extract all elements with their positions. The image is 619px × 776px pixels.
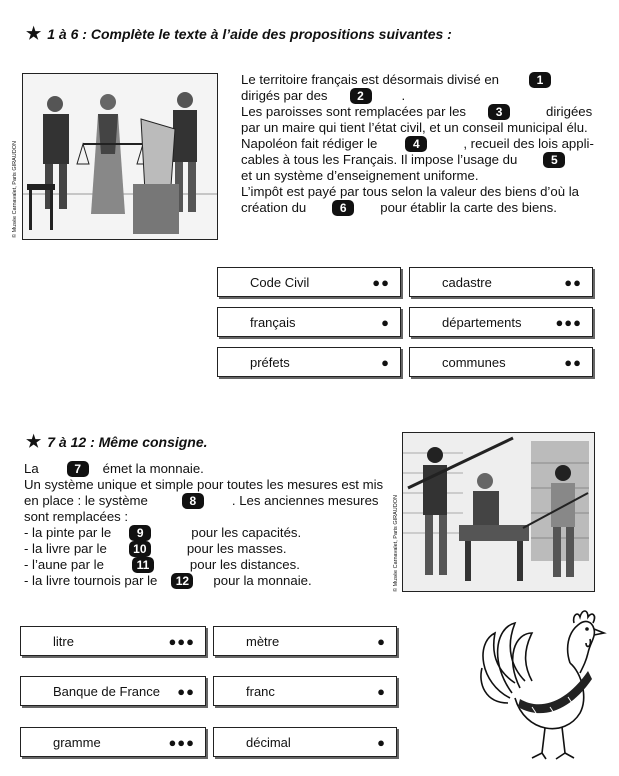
- option-label: litre: [53, 634, 74, 649]
- text-fragment: . Les anciennes mesures: [231, 493, 379, 508]
- option-label: départements: [442, 315, 522, 330]
- text-fragment: , recueil des lois appli-: [463, 136, 594, 151]
- text-line: [24, 557, 383, 573]
- option-gramme[interactable]: [20, 727, 206, 757]
- rooster-illustration: [470, 603, 610, 763]
- text-line: [241, 200, 594, 216]
- text-fragment: pour les distances.: [189, 557, 300, 572]
- illustration-revolution-scene: [22, 73, 218, 240]
- text-line: [241, 120, 594, 136]
- option-label: gramme: [53, 735, 101, 750]
- text-line: [241, 104, 594, 120]
- text-fragment: pour établir la carte des biens.: [380, 200, 557, 215]
- text-line: [241, 136, 594, 152]
- text-fragment: - la pinte par le: [24, 525, 112, 540]
- blank-badge: 8: [182, 493, 204, 509]
- text-fragment: pour la monnaie.: [213, 573, 312, 588]
- section-1-title: 1 à 6 : Complète le texte à l’aide des propositions suivantes :: [47, 26, 452, 42]
- option-banque-de-france[interactable]: [20, 676, 206, 706]
- text-fragment: Un système unique et simple pour toutes les mesures est mis: [24, 477, 384, 492]
- text-fragment: pour les masses.: [186, 541, 287, 556]
- section-2-heading: [26, 432, 208, 452]
- text-fragment: dirigés par des: [241, 88, 328, 103]
- engraving-figures-icon: [23, 74, 217, 239]
- option-label: Code Civil: [250, 275, 310, 290]
- text-fragment: L’impôt est payé par tous selon la valeur des biens d’où la: [241, 184, 579, 199]
- blank-badge: 11: [132, 557, 154, 573]
- option-label: Banque de France: [53, 684, 160, 699]
- text-line: [241, 152, 594, 168]
- blank-badge: 10: [129, 541, 151, 557]
- option-label: décimal: [246, 735, 291, 750]
- text-fragment: - la livre tournois par le: [24, 573, 158, 588]
- blank-badge: 6: [332, 200, 354, 216]
- blank-badge: 7: [67, 461, 89, 477]
- option-label: français: [250, 315, 296, 330]
- rooster-icon: [470, 603, 610, 763]
- text-fragment: pour les capacités.: [191, 525, 302, 540]
- option-label: franc: [246, 684, 275, 699]
- text-fragment: création du: [241, 200, 307, 215]
- option-departements[interactable]: [409, 307, 593, 337]
- option-litre[interactable]: [20, 626, 206, 656]
- star-icon: ★: [26, 24, 42, 43]
- dots-icon: ●: [377, 684, 386, 699]
- text-fragment: La: [24, 461, 39, 476]
- photo-credit-2: © Musée Carnavalet, Paris GIRAUDON: [393, 495, 399, 592]
- text-line: [241, 88, 594, 104]
- section-2-title: 7 à 12 : Même consigne.: [47, 434, 208, 450]
- option-francais[interactable]: [217, 307, 401, 337]
- dots-icon: ●●: [177, 684, 195, 699]
- dots-icon: ●●●: [168, 735, 195, 750]
- blank-badge: 9: [129, 525, 151, 541]
- dots-icon: ●●: [564, 275, 582, 290]
- text-line: [24, 509, 383, 525]
- engraving-workers-icon: [403, 433, 594, 591]
- text-line: [24, 541, 383, 557]
- option-label: communes: [442, 355, 506, 370]
- text-fragment: .: [401, 88, 406, 103]
- text-line: [241, 168, 594, 184]
- option-cadastre[interactable]: [409, 267, 593, 297]
- option-code-civil[interactable]: [217, 267, 401, 297]
- blank-badge: 5: [543, 152, 565, 168]
- text-fragment: dirigées: [546, 104, 593, 119]
- option-metre[interactable]: [213, 626, 397, 656]
- text-line: [24, 477, 383, 493]
- text-fragment: sont remplacées :: [24, 509, 129, 524]
- option-franc[interactable]: [213, 676, 397, 706]
- text-fragment: émet la monnaie.: [102, 461, 204, 476]
- blank-badge: 4: [405, 136, 427, 152]
- section-1-text: [241, 72, 594, 216]
- option-prefets[interactable]: [217, 347, 401, 377]
- text-line: [241, 184, 594, 200]
- text-fragment: et un système d’enseignement uniforme.: [241, 168, 479, 183]
- option-label: cadastre: [442, 275, 492, 290]
- text-fragment: - la livre par le: [24, 541, 107, 556]
- photo-credit-1: © Musée Carnavalet, Paris GIRAUDON: [12, 141, 18, 238]
- dots-icon: ●: [381, 355, 390, 370]
- dots-icon: ●●●: [168, 634, 195, 649]
- dots-icon: ●: [381, 315, 390, 330]
- dots-icon: ●: [377, 634, 386, 649]
- option-label: préfets: [250, 355, 290, 370]
- text-fragment: - l’aune par le: [24, 557, 104, 572]
- blank-badge: 1: [529, 72, 551, 88]
- dots-icon: ●●: [372, 275, 390, 290]
- text-fragment: cables à tous les Français. Il impose l’usage du: [241, 152, 518, 167]
- option-label: mètre: [246, 634, 280, 649]
- text-fragment: Napoléon fait rédiger le: [241, 136, 378, 151]
- section-1-heading: [26, 24, 452, 44]
- dots-icon: ●: [377, 735, 386, 750]
- dots-icon: ●●●: [555, 315, 582, 330]
- text-line: [24, 461, 383, 477]
- text-line: [24, 525, 383, 541]
- star-icon: ★: [26, 432, 42, 451]
- text-line: [241, 72, 594, 88]
- text-fragment: en place : le système: [24, 493, 148, 508]
- illustration-measures-scene: [402, 432, 595, 592]
- section-2-text: [24, 461, 383, 589]
- option-communes[interactable]: [409, 347, 593, 377]
- text-fragment: Les paroisses sont remplacées par les: [241, 104, 467, 119]
- text-fragment: par un maire qui tient l’état civil, et un conseil municipal élu.: [241, 120, 588, 135]
- option-decimal[interactable]: [213, 727, 397, 757]
- text-line: [24, 493, 383, 509]
- blank-badge: 12: [171, 573, 193, 589]
- blank-badge: 3: [488, 104, 510, 120]
- blank-badge: 2: [350, 88, 372, 104]
- text-fragment: Le territoire français est désormais divisé en: [241, 72, 499, 87]
- dots-icon: ●●: [564, 355, 582, 370]
- text-line: [24, 573, 383, 589]
